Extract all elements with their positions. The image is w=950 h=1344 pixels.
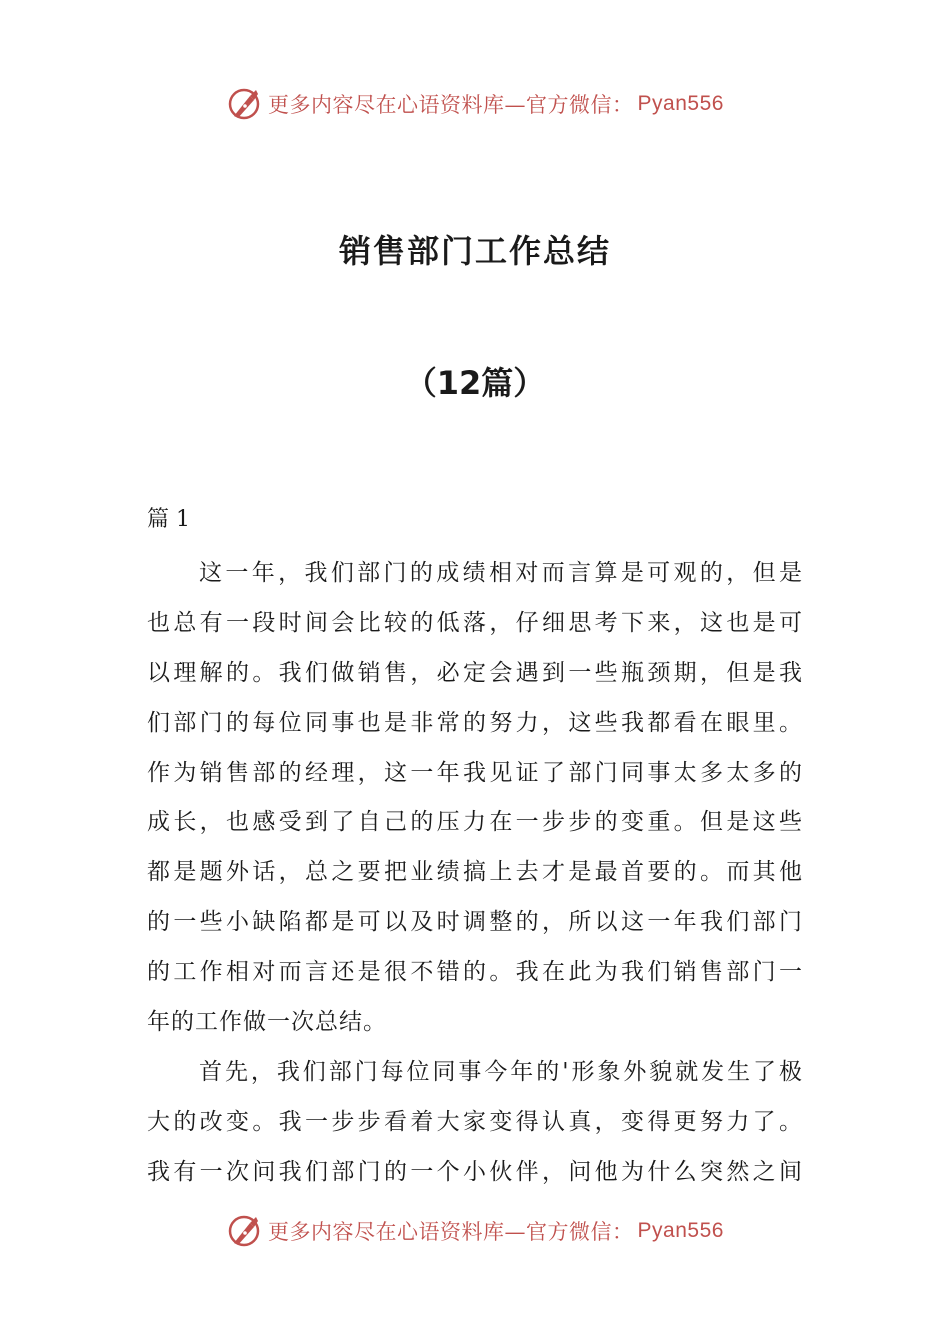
header-banner-handle: Pyan556 xyxy=(637,92,724,115)
pen-nib-circle-logo-icon xyxy=(226,1213,262,1249)
section-label: 篇 1 xyxy=(147,507,190,532)
body-line: 们部门的每位同事也是非常的努力，这些我都看在眼里。 xyxy=(147,709,803,736)
body-line: 以理解的。我们做销售，必定会遇到一些瓶颈期，但是我 xyxy=(147,659,803,686)
document-body xyxy=(147,549,803,1198)
footer-banner-text: 更多内容尽在心语资料库—官方微信： xyxy=(268,1220,634,1244)
body-line: 首先，我们部门每位同事今年的'形象外貌就发生了极 xyxy=(199,1058,803,1085)
body-line: 大的改变。我一步步看着大家变得认真，变得更努力了。 xyxy=(147,1108,803,1135)
footer-banner-handle: Pyan556 xyxy=(637,1219,724,1242)
body-line: 的工作相对而言还是很不错的。我在此为我们销售部门一 xyxy=(147,959,803,986)
body-line: 作为销售部的经理，这一年我见证了部门同事太多太多的 xyxy=(147,759,803,786)
body-line: 也总有一段时间会比较的低落，仔细思考下来，这也是可 xyxy=(147,609,803,636)
footer-banner xyxy=(0,1211,950,1251)
body-line: 的一些小缺陷都是可以及时调整的，所以这一年我们部门 xyxy=(147,909,803,936)
document-title: 销售部门工作总结 xyxy=(338,232,611,270)
document-subtitle: （12篇） xyxy=(404,364,546,402)
body-line: 都是题外话，总之要把业绩搞上去才是最首要的。而其他 xyxy=(147,859,803,886)
header-banner xyxy=(0,84,950,124)
body-line: 这一年，我们部门的成绩相对而言算是可观的，但是 xyxy=(199,560,803,586)
body-line: 年的工作做一次总结。 xyxy=(147,1009,387,1036)
pen-nib-circle-logo-icon xyxy=(226,86,262,122)
header-banner-text: 更多内容尽在心语资料库—官方微信： xyxy=(268,93,634,117)
body-line: 我有一次问我们部门的一个小伙伴，问他为什么突然之间 xyxy=(147,1158,803,1185)
body-line: 成长，也感受到了自己的压力在一步步的变重。但是这些 xyxy=(147,809,803,836)
